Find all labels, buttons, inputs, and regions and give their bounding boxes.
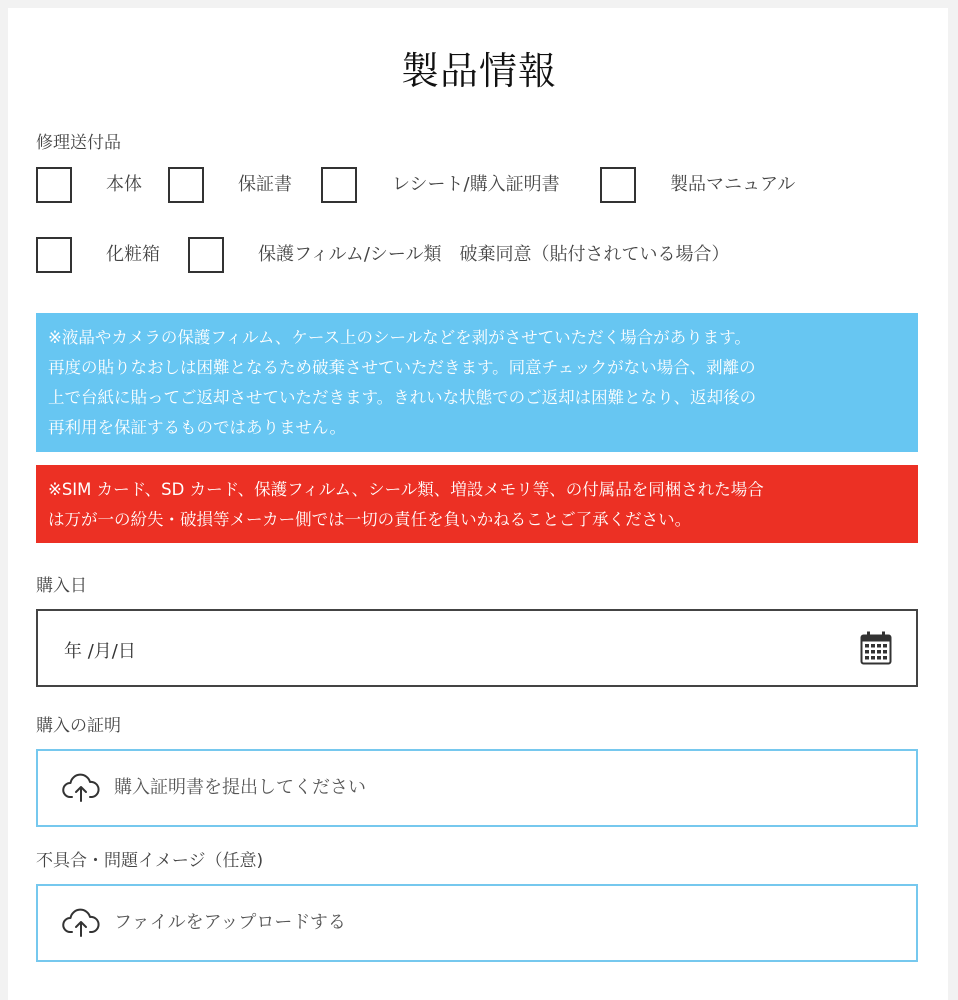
checkbox-main-unit[interactable]: [36, 167, 72, 203]
info-notice-line: 再利用を保証するものではありません。: [48, 418, 346, 437]
checkbox-label-main-unit: 本体: [106, 174, 142, 195]
checkbox-manual[interactable]: [600, 167, 636, 203]
problem-image-label: 不具合・問題イメージ（任意): [36, 851, 264, 871]
warning-notice-line: は万が一の紛失・破損等メーカー側では一切の責任を負いかねることご了承ください。: [48, 510, 692, 529]
info-notice-line: 再度の貼りなおしは困難となるため破棄させていただきます。同意チェックがない場合、剥離の: [48, 358, 756, 377]
checkbox-label-receipt: レシート/購入証明書: [392, 174, 560, 195]
checkbox-label-box: 化粧箱: [106, 244, 160, 265]
checkbox-label-warranty: 保証書: [238, 174, 292, 195]
checkbox-box[interactable]: [36, 237, 72, 273]
problem-image-upload-label: ファイルをアップロードする: [114, 912, 346, 933]
calendar-icon[interactable]: [860, 631, 892, 665]
warning-notice: [36, 465, 918, 543]
info-notice: [36, 313, 918, 452]
cloud-upload-icon: [62, 908, 100, 938]
warning-notice-line: ※SIM カード、SD カード、保護フィルム、シール類、増設メモリ等、の付属品を同梱された場合: [48, 480, 764, 499]
checkbox-receipt[interactable]: [321, 167, 357, 203]
checkbox-film-disposal[interactable]: [188, 237, 224, 273]
checkbox-warranty[interactable]: [168, 167, 204, 203]
checkbox-label-film-disposal: 保護フィルム/シール類 破棄同意（貼付されている場合）: [258, 244, 730, 265]
page-title: 製品情報: [400, 49, 557, 93]
problem-image-upload-button[interactable]: [36, 884, 918, 962]
purchase-proof-label: 購入の証明: [36, 716, 121, 736]
info-notice-line: ※液晶やカメラの保護フィルム、ケース上のシールなどを剥がさせていただく場合があります。: [48, 328, 751, 347]
accessories-label: 修理送付品: [36, 133, 121, 153]
purchase-date-input[interactable]: [36, 609, 918, 687]
info-notice-line: 上で台紙に貼ってご返却させていただきます。きれいな状態でのご返却は困難となり、返却後の: [48, 388, 757, 407]
purchase-date-label: 購入日: [36, 576, 87, 596]
checkbox-label-manual: 製品マニュアル: [670, 174, 796, 195]
purchase-proof-upload-button[interactable]: [36, 749, 918, 827]
purchase-proof-upload-label: 購入証明書を提出してください: [114, 777, 366, 798]
purchase-date-placeholder: 年 /月/日: [64, 641, 136, 662]
cloud-upload-icon: [62, 773, 100, 803]
